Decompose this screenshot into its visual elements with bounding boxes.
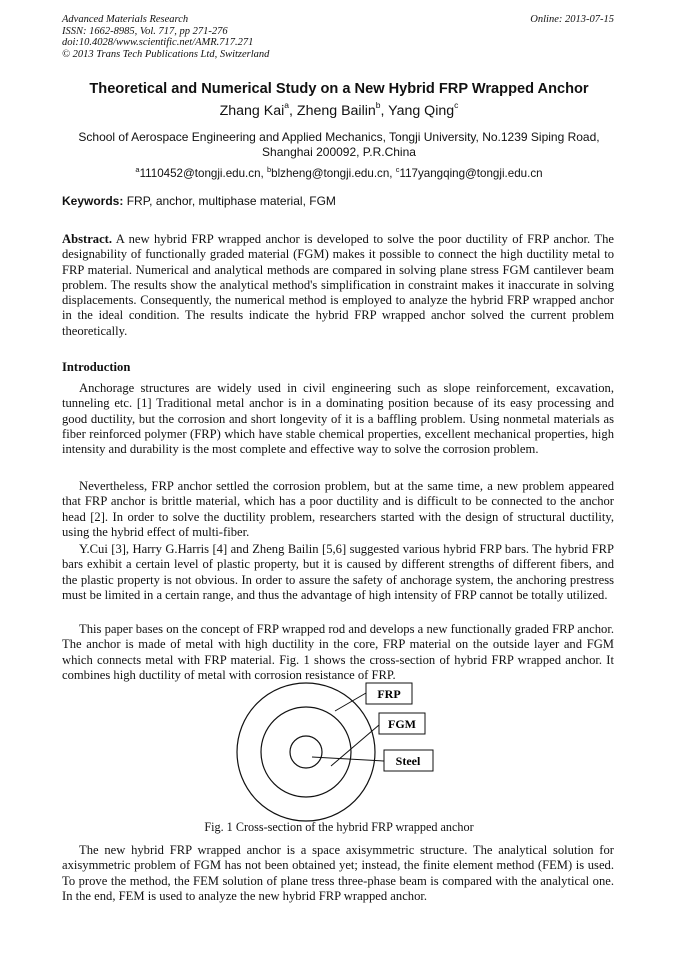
intro-paragraph-1: Anchorage structures are widely used in civil engineering such as slope reinforcement, excavation, tunneling etc. [1] Traditional metal anchor is in a dominating position because of its easy processing and good ductility, but the corrosion and short longevity of it is a baffling problem. Using nonmetal materials as fiber reinforced polymer (FRP) which have stable chemical properties, excellent mechanical properties, high intensity and durability is the most complete and effective way to solve the corrosion problem. bbox=[62, 381, 614, 457]
online-date: Online: 2013-07-15 bbox=[530, 14, 614, 25]
keywords-text: FRP, anchor, multiphase material, FGM bbox=[126, 194, 336, 208]
email-sup: a bbox=[135, 165, 140, 174]
author-sup: a bbox=[284, 100, 290, 110]
intro-paragraph-4: This paper bases on the concept of FRP wrapped rod and develops a new functionally graded FRP anchor. The anchor is made of metal with high ductility in the core, FRP material on the outside layer and FGM which connects metal with FRP material. Fig. 1 shows the cross-section of hybrid FRP wrapped anchor. It combines high ductility of metal with corrosion resistance of FRP. bbox=[62, 622, 614, 682]
email-sup: b bbox=[266, 165, 272, 174]
affiliation: School of Aerospace Engineering and Applied Mechanics, Tongji University, No.1239 Siping Road, Shanghai 200092, P.R.China bbox=[78, 130, 600, 159]
steel-label: Steel bbox=[395, 754, 421, 768]
figure-caption: Fig. 1 Cross-section of the hybrid FRP wrapped anchor bbox=[204, 820, 474, 834]
copyright-line: © 2013 Trans Tech Publications Ltd, Switzerland bbox=[62, 48, 270, 60]
author-sup: c bbox=[454, 100, 459, 110]
email-sep: , bbox=[260, 167, 267, 180]
email-link[interactable]: blzheng@tongji.edu.cn bbox=[271, 167, 390, 180]
intro-paragraph-3: Y.Cui [3], Harry G.Harris [4] and Zheng Bailin [5,6] suggested various hybrid FRP bars. The hybrid FRP bars exhibit a certain level of plastic property, but it is caused by different strengths of different fibers, and the plastic property is not obvious. In order to assure the safety of anchorage system, the anchoring prestress must be limited in a certain range, and thus the advantage of high intensity of FRP cannot be totally utilized. bbox=[62, 542, 614, 602]
author-name: Yang Qing bbox=[388, 103, 455, 119]
fgm-label: FGM bbox=[388, 717, 416, 731]
section-heading-introduction: Introduction bbox=[62, 360, 131, 374]
email-link[interactable]: 1110452@tongji.edu.cn bbox=[139, 167, 261, 180]
author-name: Zhang Kai bbox=[219, 103, 285, 119]
intro-paragraph-2: Nevertheless, FRP anchor settled the corrosion problem, but at the same time, a new problem appeared that FRP anchor is brittle material, which has a poor ductility and is difficult to be connected to the anchor head [2]. In order to solve the ductility problem, researchers started with the design of structural ductility, using the hybrid effect of multi-fiber. bbox=[62, 479, 614, 539]
email-list bbox=[62, 166, 616, 181]
email-sup: c bbox=[395, 165, 400, 174]
email-sep: , bbox=[389, 167, 396, 180]
journal-header bbox=[62, 14, 269, 60]
author-name: Zheng Bailin bbox=[296, 103, 376, 119]
journal-name: Advanced Materials Research bbox=[62, 14, 189, 25]
author-sup: b bbox=[375, 100, 381, 110]
abstract-text: A new hybrid FRP wrapped anchor is developed to solve the poor ductility of FRP anchor. The designability of functionally graded material (FGM) makes it possible to connect the high ductility metal to FRP material. Numerical and analytical methods are compared in solving plane stress FGM cantilever beam problem. The results show the analytical method's simplification in constraint makes it inaccurate in solving displacements. Consequently, the numerical method is employed to analyze the hybrid FRP wrapped anchor in the ideal condition. The results indicate the hybrid FRP wrapped anchor solved the current problem theoretically. bbox=[62, 232, 614, 338]
abstract bbox=[62, 232, 614, 339]
keywords-label: Keywords: bbox=[62, 194, 124, 208]
author-sep: , bbox=[289, 103, 297, 119]
closing-paragraph: The new hybrid FRP wrapped anchor is a space axisymmetric structure. The analytical solution for axisymmetric problem of FGM has not been obtained yet; instead, the finite element method (FEM) is used. To prove the method, the FEM solution of plane tress three-phase beam is compared with the analytical one. In the end, FEM is used to analyze the new hybrid FRP wrapped anchor. bbox=[62, 843, 614, 903]
author-list bbox=[62, 102, 616, 120]
doi-line: doi:10.4028/www.scientific.net/AMR.717.271 bbox=[62, 37, 254, 49]
steel-leader-line bbox=[312, 757, 384, 761]
abstract-label: Abstract. bbox=[62, 232, 113, 246]
keywords bbox=[62, 194, 616, 209]
fgm-layer-circle bbox=[261, 707, 351, 797]
frp-label: FRP bbox=[377, 687, 401, 701]
steel-core-circle bbox=[290, 736, 322, 768]
issn-line: ISSN: 1662-8985, Vol. 717, pp 271-276 bbox=[62, 25, 228, 37]
paper-title: Theoretical and Numerical Study on a New Hybrid FRP Wrapped Anchor bbox=[89, 81, 589, 97]
frp-leader-line bbox=[335, 693, 366, 711]
email-link[interactable]: 117yangqing@tongji.edu.cn bbox=[399, 167, 543, 180]
author-sep: , bbox=[380, 103, 389, 119]
frp-layer-circle bbox=[237, 683, 375, 821]
